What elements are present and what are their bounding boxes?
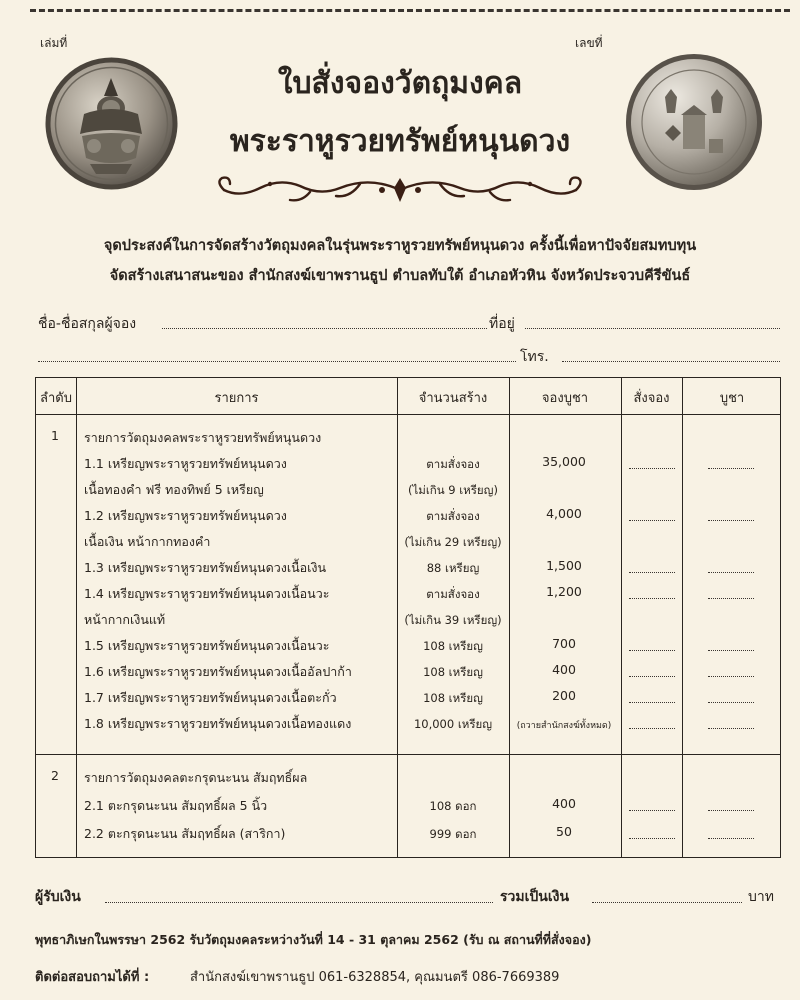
table-row-item: 1.2 เหรียญพระราหูรวยทรัพย์หนุนดวง xyxy=(84,508,287,523)
header-amount: บูชา xyxy=(719,391,745,406)
cut-line xyxy=(30,9,790,12)
title-line-1: ใบสั่งจองวัตถุมงคล xyxy=(277,66,523,101)
ceremony-text: พุทธาภิเษกในพรรษา 2562 รับวัตถุมงคลระหว่างวันที่ 14 - 31 ตุลาคม 2562 (รับ ณ สถานที่ที่สั่งจอง) xyxy=(35,932,592,947)
header-order-qty: สั่งจอง xyxy=(633,391,670,406)
table-row-qty: 108 เหรียญ xyxy=(423,665,483,679)
header-quantity: จำนวนสร้าง xyxy=(418,391,488,406)
total-input[interactable] xyxy=(592,902,742,903)
table-row-price: 35,000 xyxy=(542,454,586,469)
contact-value: สำนักสงฆ์เขาพรานธูป 061-6328854, คุณมนตรี 086-7669389 xyxy=(190,970,560,985)
amount-input[interactable] xyxy=(708,838,754,839)
table-row-qty: ตามสั่งจอง xyxy=(426,457,480,471)
name-input[interactable] xyxy=(162,328,487,329)
table-row-qty: (ไม่เกิน 9 เหรียญ) xyxy=(408,483,498,497)
phone-label: โทร. xyxy=(520,349,549,365)
title-line-2: พระราหูรวยทรัพย์หนุนดวง xyxy=(229,124,571,159)
table-row-item: 2.2 ตะกรุดนะนน สัมฤทธิ์ผล (สาริกา) xyxy=(84,826,286,841)
table-row-price: 1,200 xyxy=(546,584,582,599)
table-row-item: หน้ากากเงินแท้ xyxy=(84,612,166,627)
table-row-price: 1,500 xyxy=(546,558,582,573)
order-table xyxy=(35,377,781,858)
amount-input[interactable] xyxy=(708,598,754,599)
table-row-item: เนื้อทองคำ ฟรี ทองทิพย์ 5 เหรียญ xyxy=(84,482,264,497)
table-row-price: 700 xyxy=(552,636,576,651)
table-row-qty: 10,000 เหรียญ xyxy=(413,717,493,731)
name-label: ชื่อ-ชื่อสกุลผู้จอง xyxy=(38,316,137,332)
scroll-ornament-icon xyxy=(210,172,590,212)
address-input[interactable] xyxy=(525,328,780,329)
address-input-line-2[interactable] xyxy=(38,361,516,362)
group-2-title: รายการวัตถุมงคลตะกรุดนะนน สัมฤทธิ์ผล xyxy=(84,770,308,785)
table-row-price: 50 xyxy=(556,824,572,839)
table-row-qty: 108 ดอก xyxy=(429,799,477,813)
amount-input[interactable] xyxy=(708,650,754,651)
phone-input[interactable] xyxy=(562,361,780,362)
table-row-item: 1.3 เหรียญพระราหูรวยทรัพย์หนุนดวงเนื้อเงิน xyxy=(84,560,327,575)
table-row-item: 1.8 เหรียญพระราหูรวยทรัพย์หนุนดวงเนื้อทองแดง xyxy=(84,716,352,731)
amount-input[interactable] xyxy=(708,572,754,573)
rahu-gold-coin-icon xyxy=(44,56,179,191)
table-row-qty: (ไม่เกิน 29 เหรียญ) xyxy=(404,535,502,549)
table-row-qty: ตามสั่งจอง xyxy=(426,587,480,601)
serial-number-label: เลขที่ xyxy=(575,36,603,50)
table-row-item: เนื้อเงิน หน้ากากทองคำ xyxy=(84,534,211,549)
order-qty-input[interactable] xyxy=(629,598,675,599)
amount-input[interactable] xyxy=(708,676,754,677)
table-row-qty: (ไม่เกิน 39 เหรียญ) xyxy=(404,613,502,627)
table-row-item: 1.7 เหรียญพระราหูรวยทรัพย์หนุนดวงเนื้อตะกั่ว xyxy=(84,690,337,705)
header-item: รายการ xyxy=(214,391,259,406)
contact-label: ติดต่อสอบถามได้ที่ : xyxy=(35,970,150,985)
address-label: ที่อยู่ xyxy=(489,316,515,332)
receiver-label: ผู้รับเงิน xyxy=(35,889,81,905)
order-qty-input[interactable] xyxy=(629,728,675,729)
group-2-number: 2 xyxy=(51,768,59,783)
table-row-qty: 88 เหรียญ xyxy=(426,561,480,575)
amount-input[interactable] xyxy=(708,810,754,811)
receiver-input[interactable] xyxy=(105,902,493,903)
group-1-title: รายการวัตถุมงคลพระราหูรวยทรัพย์หนุนดวง xyxy=(84,430,322,445)
table-row-qty: 999 ดอก xyxy=(429,827,477,841)
total-label: รวมเป็นเงิน xyxy=(500,889,570,905)
purpose-line-1: จุดประสงค์ในการจัดสร้างวัตถุมงคลในรุ่นพระราหูรวยทรัพย์หนุนดวง ครั้งนี้เพื่อหาปัจจัยสมทบทุน xyxy=(103,238,697,254)
table-row-price: 4,000 xyxy=(546,506,582,521)
header-order: ลำดับ xyxy=(40,391,72,406)
order-qty-input[interactable] xyxy=(629,520,675,521)
table-row-item: 1.4 เหรียญพระราหูรวยทรัพย์หนุนดวงเนื้อนวะ xyxy=(84,586,330,601)
order-qty-input[interactable] xyxy=(629,676,675,677)
table-row-item: 1.5 เหรียญพระราหูรวยทรัพย์หนุนดวงเนื้อนวะ xyxy=(84,638,330,653)
order-qty-input[interactable] xyxy=(629,702,675,703)
table-row-price: 400 xyxy=(552,796,576,811)
order-qty-input[interactable] xyxy=(629,650,675,651)
order-qty-input[interactable] xyxy=(629,468,675,469)
currency-label: บาท xyxy=(748,889,774,905)
amount-input[interactable] xyxy=(708,520,754,521)
table-row-price: 400 xyxy=(552,662,576,677)
table-row-item: 1.1 เหรียญพระราหูรวยทรัพย์หนุนดวง xyxy=(84,456,287,471)
table-row-qty: 108 เหรียญ xyxy=(423,639,483,653)
group-1-number: 1 xyxy=(51,428,59,443)
amount-input[interactable] xyxy=(708,702,754,703)
table-row-price: 200 xyxy=(552,688,576,703)
table-row-price: (ถวายสำนักสงฆ์ทั้งหมด) xyxy=(516,721,612,731)
order-qty-input[interactable] xyxy=(629,572,675,573)
silver-coin-icon xyxy=(625,53,763,191)
purpose-line-2: จัดสร้างเสนาสนะของ สำนักสงฆ์เขาพรานธูป ตำบลทับใต้ อำเภอหัวหิน จังหวัดประจวบคีรีขันธ์ xyxy=(109,268,691,284)
header-reserve-price: จองบูชา xyxy=(541,391,589,406)
table-row-qty: 108 เหรียญ xyxy=(423,691,483,705)
amount-input[interactable] xyxy=(708,468,754,469)
amount-input[interactable] xyxy=(708,728,754,729)
order-qty-input[interactable] xyxy=(629,838,675,839)
book-number-label: เล่มที่ xyxy=(40,36,68,50)
table-row-item: 1.6 เหรียญพระราหูรวยทรัพย์หนุนดวงเนื้ออัลปาก้า xyxy=(84,664,352,679)
order-qty-input[interactable] xyxy=(629,810,675,811)
table-row-item: 2.1 ตะกรุดนะนน สัมฤทธิ์ผล 5 นิ้ว xyxy=(84,798,268,813)
table-row-qty: ตามสั่งจอง xyxy=(426,509,480,523)
